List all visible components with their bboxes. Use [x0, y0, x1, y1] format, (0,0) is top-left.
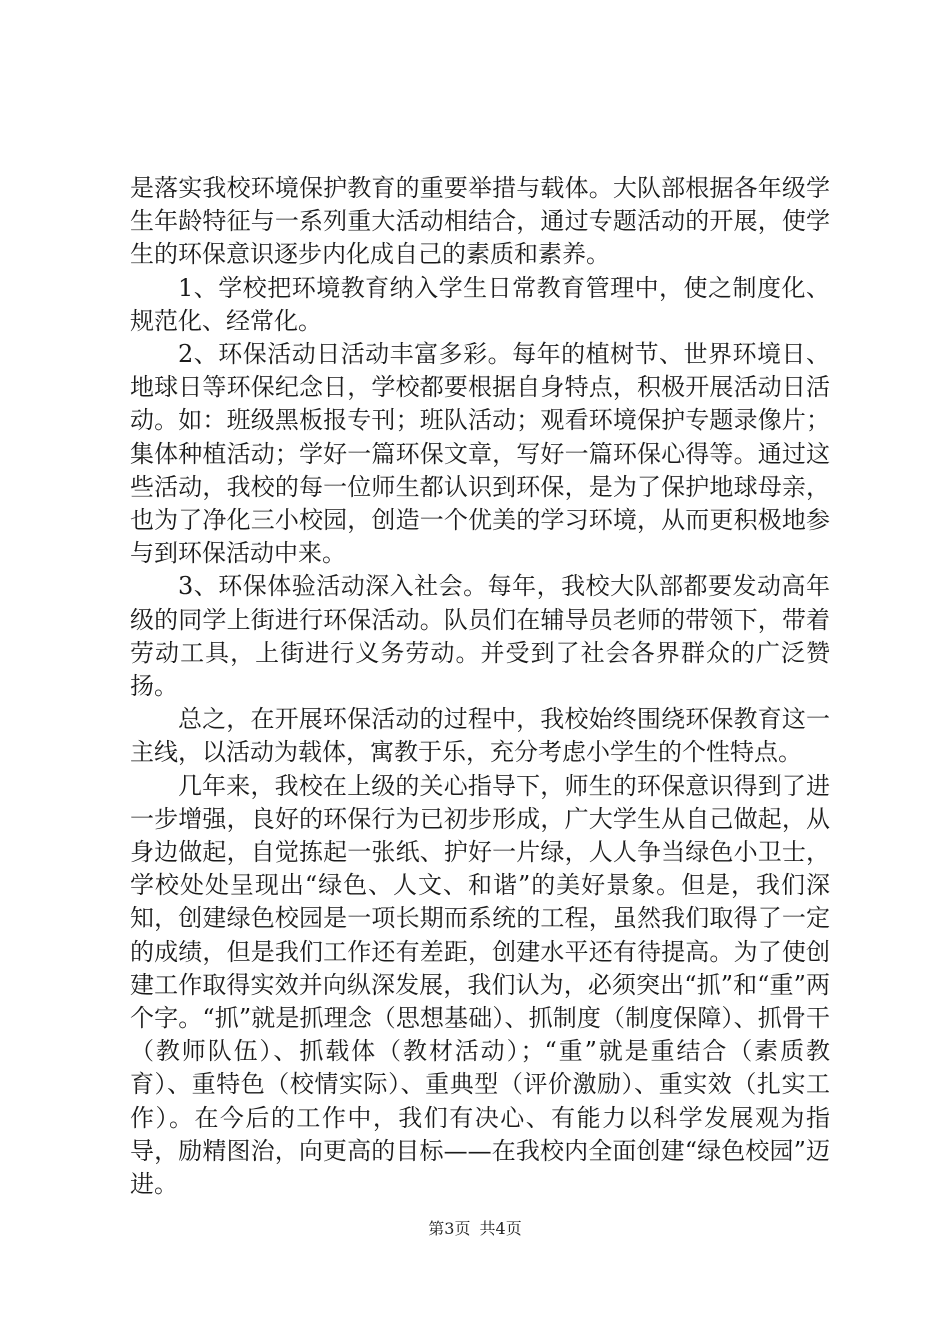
paragraph-intro: 是落实我校环境保护教育的重要举措与载体。大队部根据各年级学生年龄特征与一系列重大活动相结合，通过专题活动的开展，使学生的环保意识逐步内化成自己的素质和素养。 — [130, 174, 830, 269]
paragraph-item-1: 1、学校把环境教育纳入学生日常教育管理中，使之制度化、规范化、经常化。 — [130, 273, 830, 335]
paragraph-item-3: 3、环保体验活动深入社会。每年，我校大队部都要发动高年级的同学上街进行环保活动。队员们在辅导员老师的带领下，带着劳动工具，上街进行义务劳动。并受到了社会各界群众的广泛赞扬。 — [130, 572, 830, 701]
paragraph-item-2: 2、环保活动日活动丰富多彩。每年的植树节、世界环境日、地球日等环保纪念日，学校都要根据自身特点，积极开展活动日活动。如：班级黑板报专刊；班队活动；观看环境保护专题录像片；集体种植活动；学好一篇环保文章，写好一篇环保心得等。通过这些活动，我校的每一位师生都认识到环保，是为了保护地球母亲，也为了净化三小校园，创造一个优美的学习环境，从而更积极地参与到环保活动中来。 — [130, 340, 830, 568]
page-number: 第3页 — [428, 1219, 471, 1238]
page-total: 共4页 — [479, 1219, 522, 1238]
paragraph-summary: 总之，在开展环保活动的过程中，我校始终围绕环保教育这一主线，以活动为载体，寓教于乐，充分考虑小学生的个性特点。 — [130, 705, 830, 767]
paragraph-conclusion: 几年来，我校在上级的关心指导下，师生的环保意识得到了进一步增强，良好的环保行为已初步形成，广大学生从自己做起，从身边做起，自觉拣起一张纸、护好一片绿，人人争当绿色小卫士，学校处处呈现出“绿色、人文、和谐”的美好景象。但是，我们深知，创建绿色校园是一项长期而系统的工程，虽然我们取得了一定的成绩，但是我们工作还有差距，创建水平还有待提高。为了使创建工作取得实效并向纵深发展，我们认为，必须突出“抓”和“重”两个字。“抓”就是抓理念（思想基础）、抓制度（制度保障）、抓骨干（教师队伍）、抓载体（教材活动）；“重”就是重结合（素质教育）、重特色（校情实际）、重典型（评价激励）、重实效（扎实工作）。在今后的工作中，我们有决心、有能力以科学发展观为指导，励精图治，向更高的目标——在我校内全面创建“绿色校园”迈进。 — [130, 771, 830, 1199]
page-footer — [0, 1216, 950, 1239]
document-body — [130, 172, 830, 1201]
